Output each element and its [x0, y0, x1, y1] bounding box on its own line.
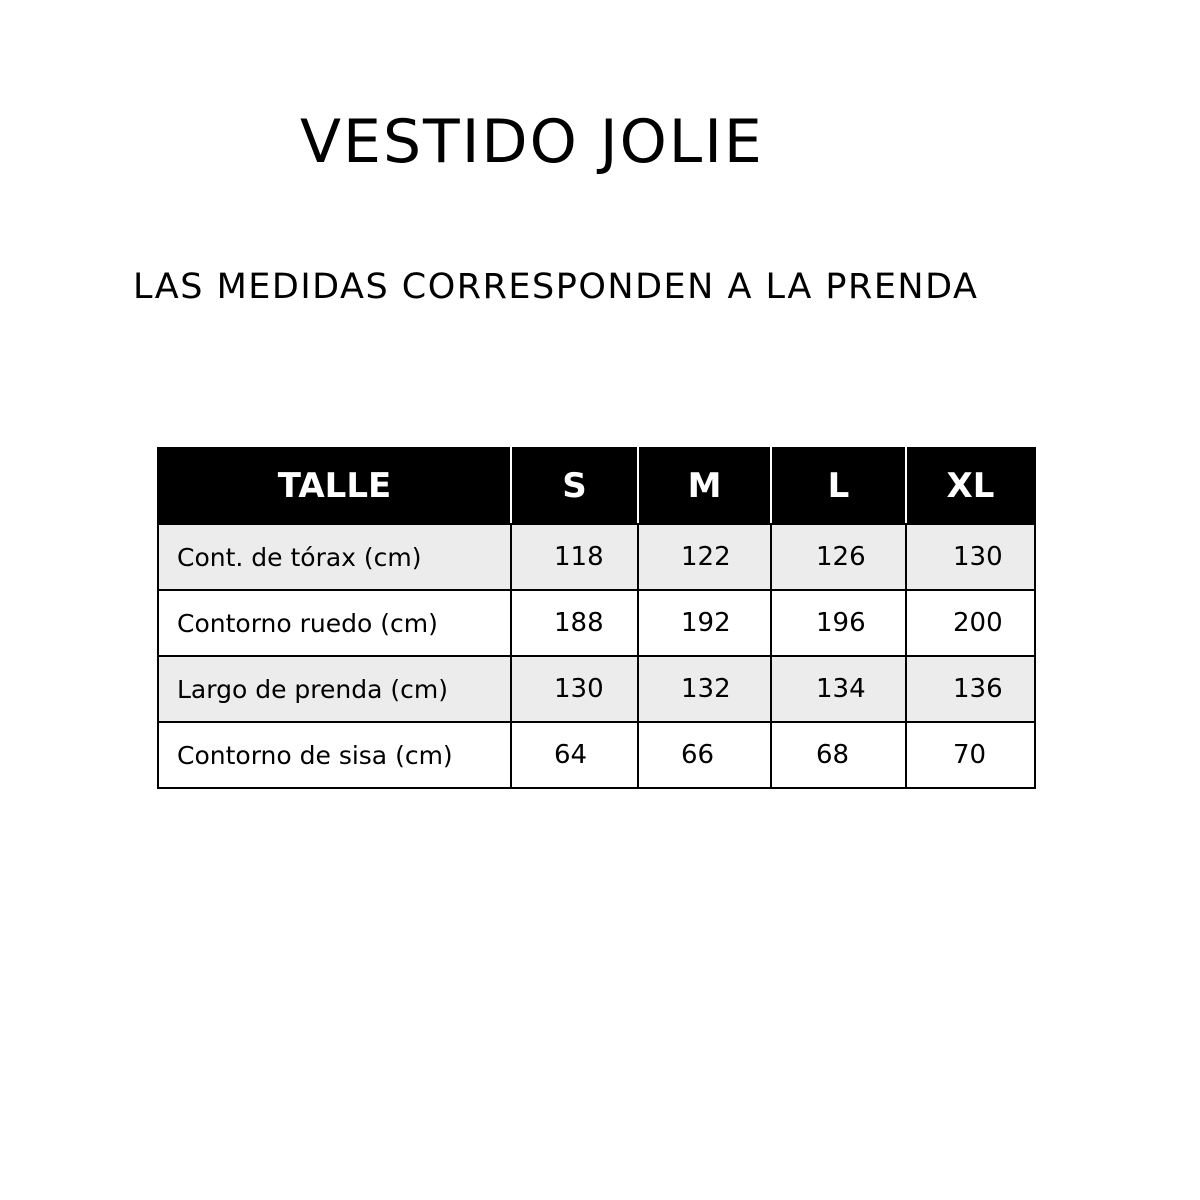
- cell-value: 130: [511, 656, 638, 722]
- cell-value: 132: [638, 656, 771, 722]
- page-subtitle: LAS MEDIDAS CORRESPONDEN A LA PRENDA: [133, 267, 979, 307]
- cell-value: 200: [906, 590, 1035, 656]
- cell-value: 64: [511, 722, 638, 788]
- cell-value: 196: [771, 590, 906, 656]
- row-label: Contorno de sisa (cm): [158, 722, 511, 788]
- cell-value: 126: [771, 524, 906, 590]
- cell-value: 66: [638, 722, 771, 788]
- cell-value: 192: [638, 590, 771, 656]
- row-label: Cont. de tórax (cm): [158, 524, 511, 590]
- cell-value: 68: [771, 722, 906, 788]
- header-size-l: L: [771, 448, 906, 524]
- row-label: Contorno ruedo (cm): [158, 590, 511, 656]
- header-size-xl: XL: [906, 448, 1035, 524]
- cell-value: 70: [906, 722, 1035, 788]
- cell-value: 136: [906, 656, 1035, 722]
- cell-value: 130: [906, 524, 1035, 590]
- table-row: [158, 722, 1035, 788]
- page-title: VESTIDO JOLIE: [300, 107, 764, 177]
- header-size-m: M: [638, 448, 771, 524]
- header-size-s: S: [511, 448, 638, 524]
- table-row: [158, 656, 1035, 722]
- header-talle: TALLE: [158, 448, 511, 524]
- table-row: [158, 524, 1035, 590]
- cell-value: 134: [771, 656, 906, 722]
- cell-value: 122: [638, 524, 771, 590]
- table-row: [158, 590, 1035, 656]
- row-label: Largo de prenda (cm): [158, 656, 511, 722]
- cell-value: 118: [511, 524, 638, 590]
- size-chart-table: [157, 447, 1036, 789]
- table-header-row: [158, 448, 1035, 524]
- cell-value: 188: [511, 590, 638, 656]
